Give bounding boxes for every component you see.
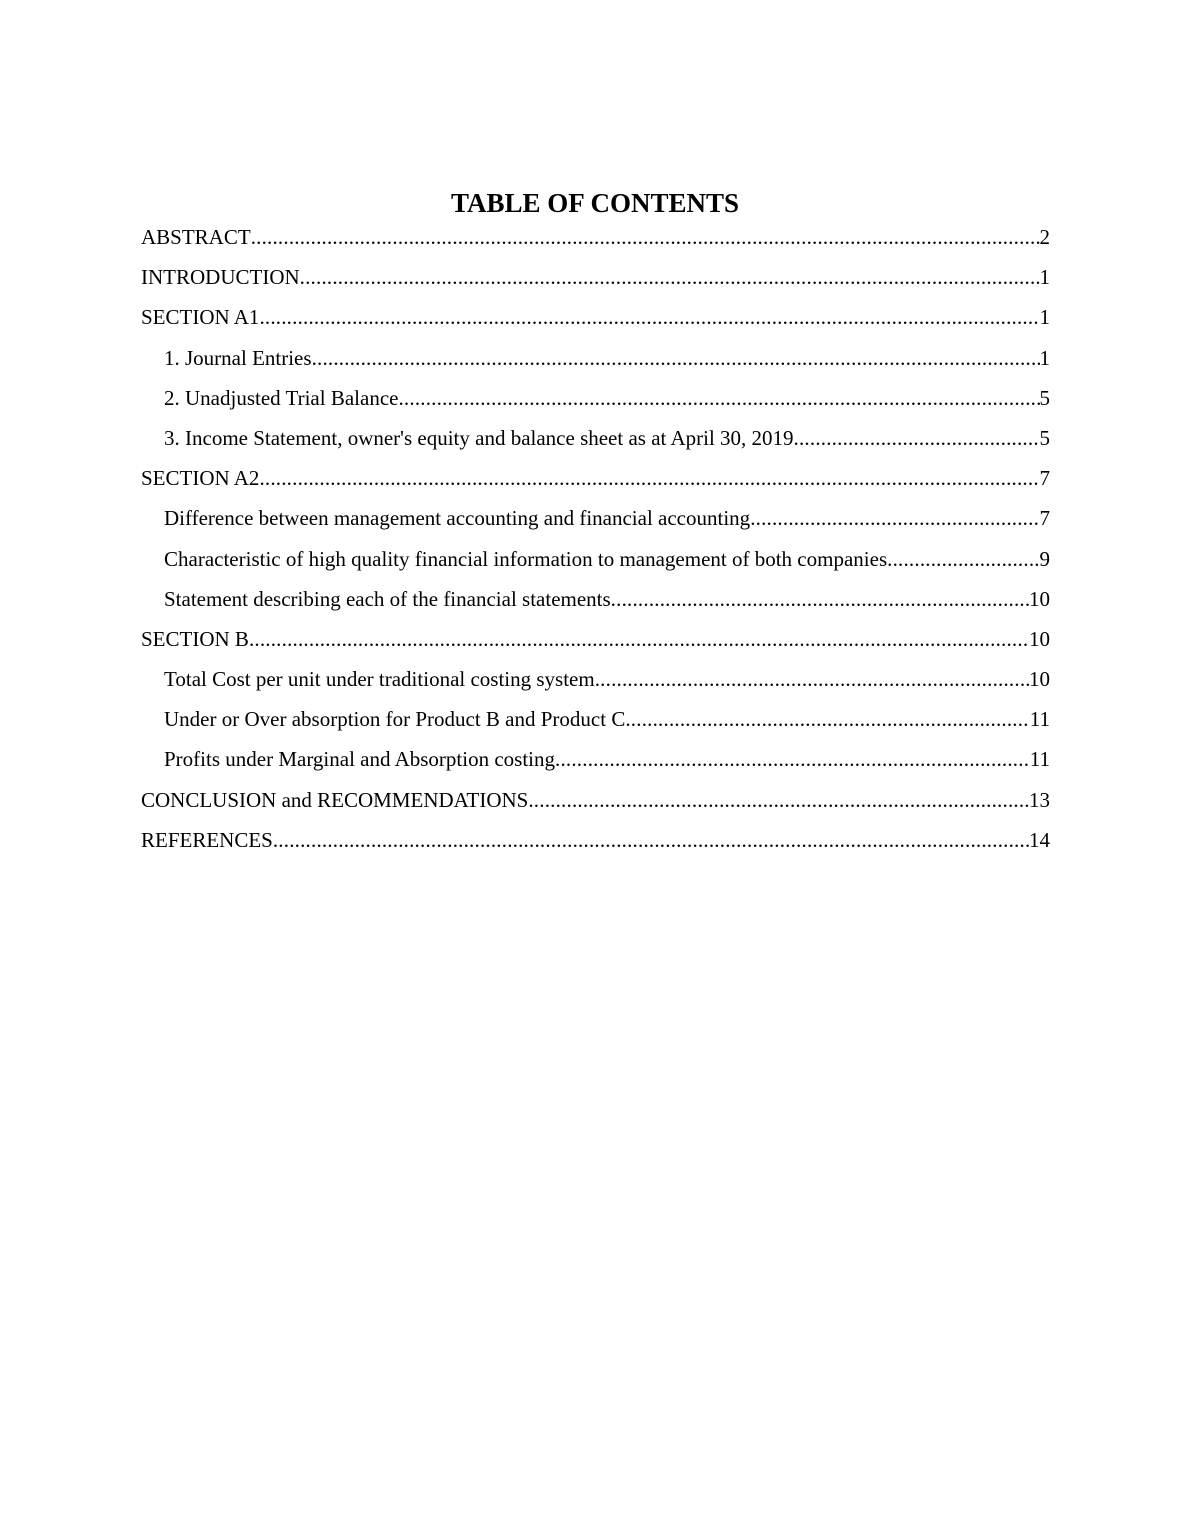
toc-entry-quality-financial-information[interactable] (141, 543, 1050, 583)
toc-dot-leader (259, 301, 1039, 333)
toc-page-number: 2 (1039, 225, 1050, 249)
toc-entry-text: Difference between management accounting and financial accounting (164, 506, 751, 531)
toc-entry-unadjusted-trial-balance[interactable] (141, 382, 1050, 422)
toc-entry-journal-entries[interactable] (141, 342, 1050, 382)
toc-entry-text: SECTION A1 (141, 305, 260, 330)
toc-entry-abstract[interactable] (141, 221, 1050, 261)
toc-entry-total-cost-per-unit[interactable] (141, 663, 1050, 703)
toc-entry-text: Total Cost per unit under traditional costing system (164, 667, 595, 692)
toc-entry-text: SECTION B (141, 626, 249, 651)
toc-entry-text: Characteristic of high quality financial information to management of both companies (164, 546, 888, 571)
toc-page-number: 10 (1029, 626, 1050, 651)
toc-entry-text: Profits under Marginal and Absorption costing (164, 747, 555, 772)
toc-entry-marginal-absorption-profits[interactable] (141, 743, 1050, 783)
toc-dot-leader (625, 703, 1029, 735)
toc-page-number: 1 (1039, 345, 1050, 370)
toc-dot-leader (312, 342, 1040, 374)
toc-dot-leader (887, 543, 1039, 575)
toc-dot-leader (300, 261, 1040, 293)
toc-entry-income-statement[interactable] (141, 422, 1050, 462)
toc-page-number: 13 (1029, 787, 1050, 812)
toc-page-number: 1 (1039, 305, 1050, 330)
toc-page-number: 5 (1039, 385, 1050, 410)
toc-dot-leader (528, 784, 1029, 816)
toc-list (141, 221, 1050, 864)
toc-entry-text: 3. Income Statement, owner's equity and balance sheet as at April 30, 2019 (164, 425, 794, 450)
toc-dot-leader (555, 743, 1030, 775)
toc-page-number: 7 (1039, 506, 1050, 531)
toc-entry-text: 2. Unadjusted Trial Balance (164, 385, 399, 410)
toc-dot-leader (273, 824, 1029, 856)
toc-page-number: 11 (1029, 747, 1050, 772)
toc-entry-text: REFERENCES (141, 827, 273, 852)
toc-dot-leader (249, 623, 1029, 655)
toc-page-number: 5 (1039, 425, 1050, 450)
toc-dot-leader (794, 422, 1040, 454)
toc-page-number: 14 (1029, 827, 1050, 852)
toc-entry-section-a1[interactable] (141, 301, 1050, 341)
toc-entry-section-b[interactable] (141, 623, 1050, 663)
toc-entry-conclusion[interactable] (141, 784, 1050, 824)
toc-dot-leader (611, 583, 1029, 615)
toc-entry-under-over-absorption[interactable] (141, 703, 1050, 743)
toc-entry-text: CONCLUSION and RECOMMENDATIONS (141, 787, 529, 812)
toc-entry-introduction[interactable] (141, 261, 1050, 301)
toc-dot-leader (595, 663, 1029, 695)
toc-entry-references[interactable] (141, 824, 1050, 864)
toc-entry-text: Under or Over absorption for Product B and Product C (164, 707, 626, 732)
toc-page-number: 1 (1039, 265, 1050, 290)
toc-page-number: 9 (1039, 546, 1050, 571)
toc-entry-text: 1. Journal Entries (164, 345, 312, 370)
toc-entry-financial-statements[interactable] (141, 583, 1050, 623)
toc-entry-text: INTRODUCTION (141, 265, 300, 290)
toc-dot-leader (398, 382, 1039, 414)
toc-entry-text: SECTION A2 (141, 466, 260, 491)
toc-entry-section-a2[interactable] (141, 462, 1050, 502)
toc-dot-leader (750, 502, 1039, 534)
toc-page-number: 7 (1039, 466, 1050, 491)
toc-page-number: 11 (1029, 707, 1050, 732)
toc-entry-management-vs-financial[interactable] (141, 502, 1050, 542)
toc-page-number: 10 (1029, 586, 1050, 611)
toc-title: TABLE OF CONTENTS (450, 188, 740, 218)
toc-entry-text: ABSTRACT (141, 225, 251, 249)
toc-entry-text: Statement describing each of the financial statements (164, 586, 611, 611)
toc-dot-leader (259, 462, 1039, 494)
toc-page-number: 10 (1029, 667, 1050, 692)
toc-dot-leader (251, 221, 1040, 253)
